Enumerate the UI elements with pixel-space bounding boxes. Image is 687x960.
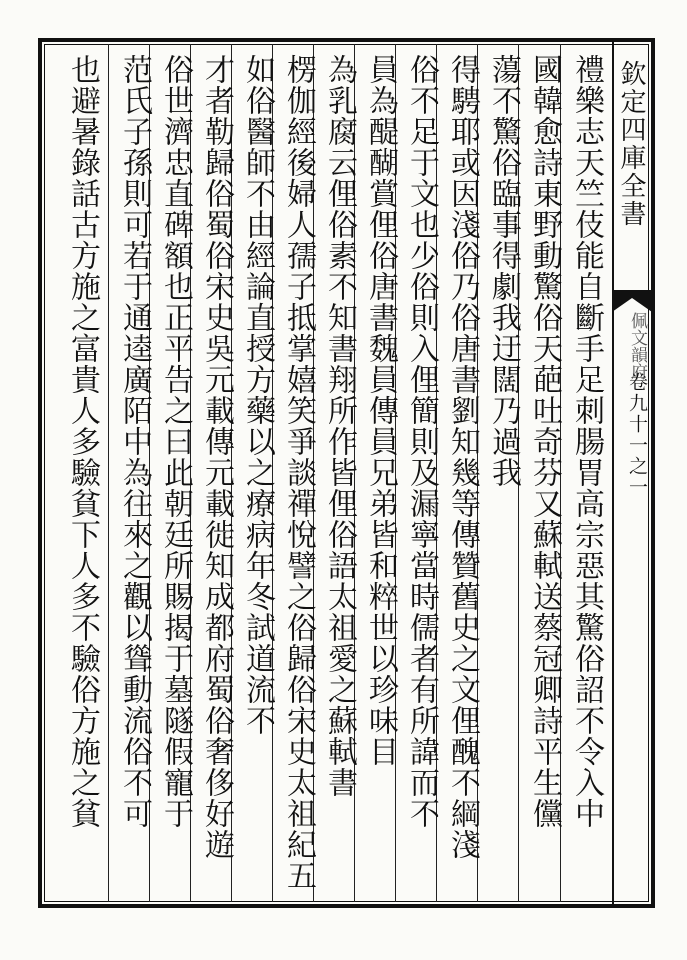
text-column: 蕩不驚俗臨事得劇我迂闊乃過我 <box>486 54 521 488</box>
text-column: 國韓愈詩東野動驚俗天葩吐奇芬又蘇軾送蔡冠卿詩平生儻 <box>527 54 562 829</box>
text-column: 如俗醫師不由經論直授方藥以之療病年冬試道流不 <box>240 54 275 736</box>
text-column: 禮樂志天竺伎能自斷手足刺腸胃高宗惡其驚俗詔不令入中 <box>569 54 604 829</box>
text-column: 才者勒歸俗蜀俗宋史吳元載傳元載徙知成都府蜀俗奢侈好遊 <box>199 54 234 860</box>
column-rule <box>108 44 109 902</box>
text-column: 得騁耶或因淺俗乃俗唐書劉知幾等傳贊舊史之文俚醜不綱淺 <box>445 54 480 860</box>
collection-title: 欽定四庫全書 <box>616 60 646 228</box>
text-column: 范氏子孫則可若于通逵廣陌中為往來之觀以聳動流俗不可 <box>117 54 152 829</box>
text-column: 也避暑錄話古方施之富貴人多驗貧下人多不驗俗方施之貧 <box>65 54 100 829</box>
text-column: 俗世濟忠直碑額也正平告之曰此朝廷所賜揭于墓隧假寵于 <box>158 54 193 829</box>
text-column: 俗不足于文也少俗則入俚簡則及漏寧當時儒者有所諱而不 <box>404 54 439 829</box>
fishtail-mark-icon <box>612 290 652 312</box>
volume-label: 卷九十一之一 <box>626 372 648 498</box>
book-title: 佩文韻府 <box>627 312 647 380</box>
text-column: 楞伽經後婦人孺子抵掌嬉笑爭談禪悅譬之俗歸俗宋史太祖紀五 <box>281 54 316 891</box>
text-column: 為乳腐云俚俗素不知書翔所作皆俚俗語太祖愛之蘇軾書 <box>322 54 357 798</box>
text-column: 員為醍醐賞俚俗唐書魏員傳員兄弟皆和粹世以珍味目 <box>363 54 398 767</box>
